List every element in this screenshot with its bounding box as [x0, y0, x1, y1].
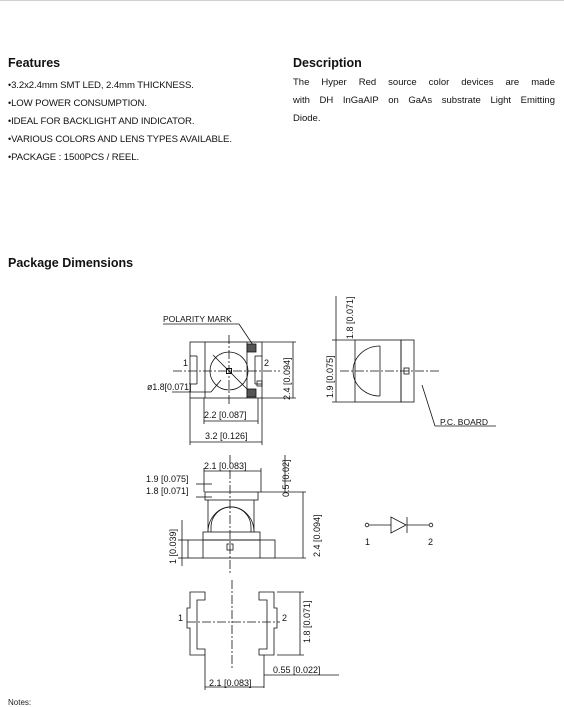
dim-1-8-bottom: 1.8 [0.071]	[302, 600, 312, 643]
feature-item: • PACKAGE : 1500PCS / REEL.	[8, 148, 288, 166]
description-heading: Description	[293, 56, 362, 70]
feature-item: • 3.2x2.4mm SMT LED, 2.4mm THICKNESS.	[8, 76, 288, 94]
description-line: Diode.	[293, 113, 321, 124]
dim-3-2: 3.2 [0.126]	[205, 431, 248, 441]
dim-2-4-front: 2.4 [0.094]	[312, 514, 322, 557]
bottom-pin1-label: 1	[178, 613, 184, 623]
dim-1-9-front: 1.9 [0.075]	[146, 474, 189, 484]
feature-item: • VARIOUS COLORS AND LENS TYPES AVAILABLE.	[8, 130, 288, 148]
pin2-label: 2	[264, 358, 270, 368]
dim-0-55-bottom: 0.55 [0.022]	[273, 665, 321, 675]
description-line: with DH InGaAIP on GaAs substrate Light Emitting	[293, 95, 555, 106]
dim-1-8-side: 1.8 [0.071]	[345, 296, 355, 339]
dim-1-front: 1 [0.039]	[168, 528, 178, 564]
symbol-pin2-label: 2	[428, 537, 434, 547]
dim-2-1-front: 2.1 [0.083]	[204, 461, 247, 471]
diode-symbol	[365, 517, 433, 547]
top-view	[147, 314, 296, 445]
pin1-label: 1	[183, 358, 189, 368]
package-dimensions-heading: Package Dimensions	[8, 256, 134, 270]
features-heading: Features	[8, 56, 61, 70]
dim-0-5-front: 0.5 [0.02]	[281, 459, 291, 497]
led-base-front	[188, 540, 275, 558]
bottom-view	[178, 580, 339, 690]
dim-2-1-bottom: 2.1 [0.083]	[209, 678, 252, 688]
dim-2-2: 2.2 [0.087]	[204, 410, 247, 420]
lens-diameter-label: ø1.8[0.071]	[147, 382, 192, 392]
side-view	[325, 296, 496, 427]
notes-heading: Notes:	[8, 698, 32, 707]
symbol-pin1-label: 1	[365, 537, 371, 547]
feature-item: • LOW POWER CONSUMPTION.	[8, 94, 288, 112]
dim-1-9-side: 1.9 [0.075]	[325, 355, 335, 398]
pc-board-label: P.C. BOARD	[440, 417, 489, 427]
description-line: The Hyper Red source color devices are made	[293, 77, 555, 88]
feature-item: • IDEAL FOR BACKLIGHT AND INDICATOR.	[8, 112, 288, 130]
polarity-mark-label: POLARITY MARK	[163, 314, 232, 324]
front-view	[146, 455, 322, 575]
dim-1-8-front: 1.8 [0.071]	[146, 486, 189, 496]
dim-2-4-top: 2.4 [0.094]	[282, 357, 292, 400]
bottom-pin2-label: 2	[282, 613, 288, 623]
